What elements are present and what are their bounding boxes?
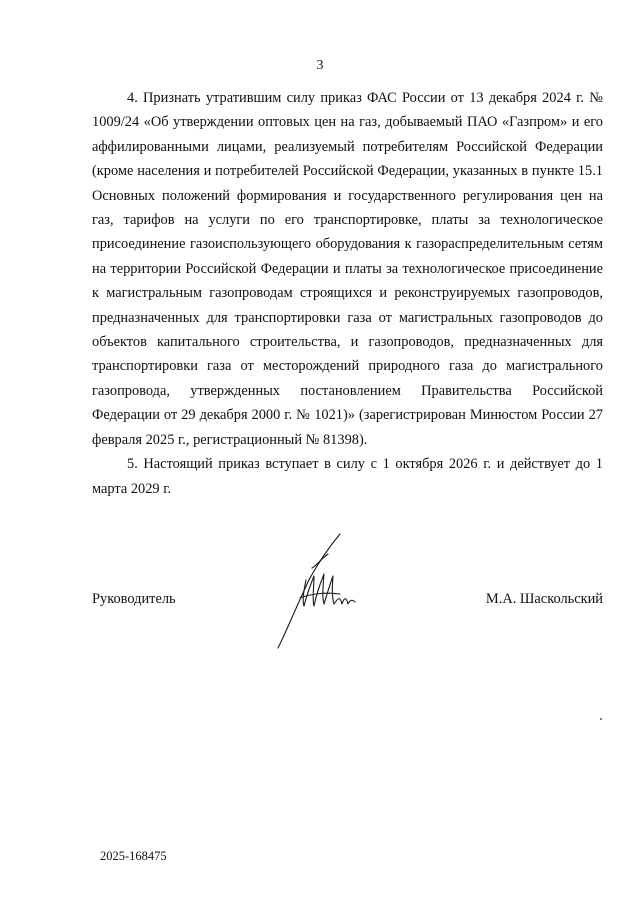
signatory-position: Руководитель: [92, 591, 176, 607]
signatory-name: М.А. Шаскольский: [485, 591, 603, 607]
paragraph-5: 5. Настоящий приказ вступает в силу с 1 октября 2026 г. и действует до 1 марта 2029 г.: [92, 456, 603, 497]
handwritten-signature: [270, 528, 370, 658]
paragraph-4: 4. Признать утратившим силу приказ ФАС России от 13 декабря 2024 г. № 1009/24 «Об утверждении оптовых цен на газ, добываемый ПАО «Газпром» и его аффилированными лицами, реализуемый потребителям Российской Федерации (кроме населения и потребителей Российской Федерации, указанных в пункте 15.1 Основных положений формирования и государственного регулирования цен на газ, тарифов на услуги по его транспортировке, платы за технологическое присоединение газоиспользующего оборудования к газораспределительным сетям на территории Российской Федерации и платы за технологическое присоединение к магистральным газопроводам строящихся и реконструируемых газопроводов, предназначенных для транспортировки газа от магистральных газопроводов до объектов капитального строительства, и газопроводов, предназначенных для транспортировки газа от месторождений природного газа до магистрального газопровода, утвержденных постановлением Правительства Российской Федерации от 29 декабря 2000 г. № 1021)» (зарегистрирован Минюстом России 27 февраля 2025 г., регистрационный № 81398).: [92, 90, 603, 448]
document-code: 2025-168475: [100, 849, 167, 863]
scan-speck: [600, 718, 602, 720]
document-body: [92, 86, 603, 501]
page-number: 3: [316, 58, 324, 73]
